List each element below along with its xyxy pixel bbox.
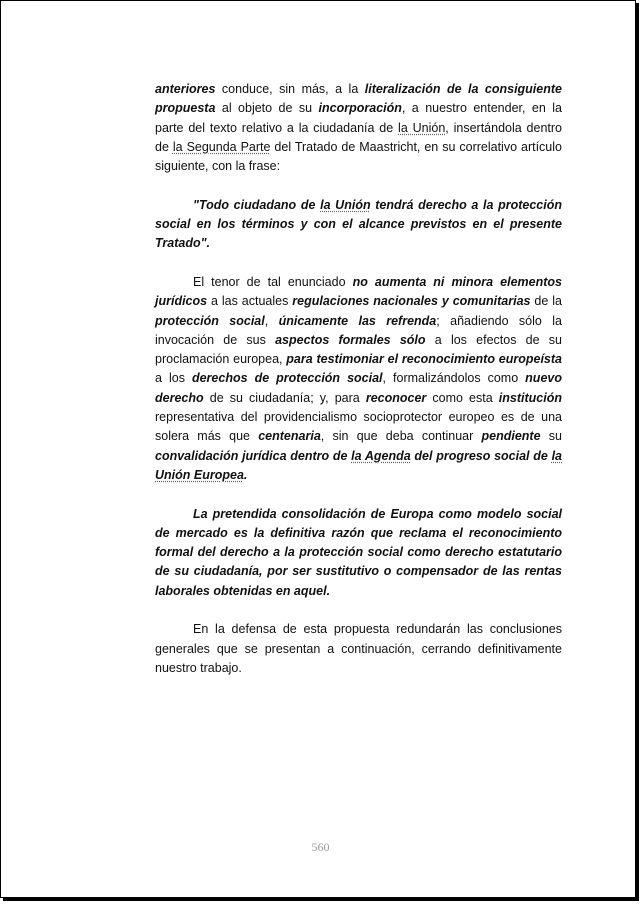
text-run: , formalizándolos como (382, 371, 526, 386)
text-run: ; añadiendo sólo la invocación de sus (155, 313, 562, 347)
text-run: centenaria (258, 429, 321, 444)
text-run: de la (530, 294, 562, 309)
text-run: . (243, 467, 248, 482)
document-body (155, 80, 562, 698)
text-run: El tenor de tal enunciado (193, 274, 353, 289)
text-run: para testimoniar el reconocimiento europeísta (286, 352, 562, 367)
paragraph-3 (155, 273, 562, 485)
text-run: al objeto de su (215, 101, 319, 116)
text-run: reconocer (365, 390, 427, 405)
text-run: la Unión Europea (155, 448, 562, 482)
page-number: 560 (311, 840, 330, 854)
text-run: la Segunda Parte (172, 139, 271, 154)
text-run: conduce, sin más, a la (215, 82, 365, 96)
text-run: , insertándola dentro de (155, 120, 562, 154)
text-run: En la defensa de esta propuesta redundarán las conclusiones generales que se presentan a continuación, cerrando definitivamente nuestro trabajo. (155, 622, 562, 675)
text-run: aspectos formales sólo (275, 332, 426, 347)
text-run: a los (155, 371, 192, 386)
text-run: como esta (426, 390, 499, 405)
text-run: derechos de protección social (191, 371, 383, 386)
paragraph-4 (155, 505, 562, 601)
text-run: de su ciudadanía; y, para (203, 390, 366, 405)
text-run: institución (498, 390, 562, 405)
text-run: la Unión (398, 120, 446, 135)
text-run: , (264, 313, 279, 328)
text-run: incorporación (318, 101, 402, 116)
paragraph-1 (155, 80, 562, 176)
text-run: no aumenta ni minora elementos jurídicos (155, 274, 562, 309)
text-run: a los efectos de su proclamación europea, (155, 332, 562, 367)
text-run: únicamente las refrenda (278, 313, 437, 328)
text-run: , sin que deba continuar (320, 429, 482, 444)
text-run: "Todo ciudadano de (193, 197, 321, 212)
text-run: pendiente (481, 429, 541, 444)
text-run: convalidación jurídica dentro de (155, 448, 352, 463)
text-run: a las actuales (207, 294, 293, 309)
text-run: literalización de la consiguiente propuesta (155, 82, 562, 116)
text-run: representativa del providencialismo socioprotector europeo es de una solera más que (155, 410, 562, 444)
text-run: la Agenda (351, 448, 411, 463)
text-run: anteriores (155, 82, 216, 96)
text-run: regulaciones nacionales y comunitarias (292, 294, 531, 309)
text-run: su (540, 429, 562, 444)
text-run: nuevo derecho (155, 371, 562, 405)
text-run: del progreso social de (410, 448, 552, 463)
text-run: del Tratado de Maastricht, en su correlativo artículo siguiente, con la frase: (155, 139, 562, 174)
text-run: protección social (155, 313, 265, 328)
text-run: , a nuestro entender, en la parte del texto relativo a la ciudadanía de (155, 101, 562, 135)
text-run: la Unión (320, 197, 371, 212)
text-run: tendrá derecho a la protección social en los términos y con el alcance previstos en el presente Tratado". (155, 197, 562, 251)
paragraph-5 (155, 620, 562, 678)
text-run: La pretendida consolidación de Europa como modelo social de mercado es la definitiva razón que reclama el reconocimiento formal del derecho a la protección social como derecho estatutario de su ciudadanía, por ser sustitutivo o compensador de las rentas laborales obtenidas en aquel. (155, 506, 562, 598)
paragraph-2-quote (155, 196, 562, 254)
